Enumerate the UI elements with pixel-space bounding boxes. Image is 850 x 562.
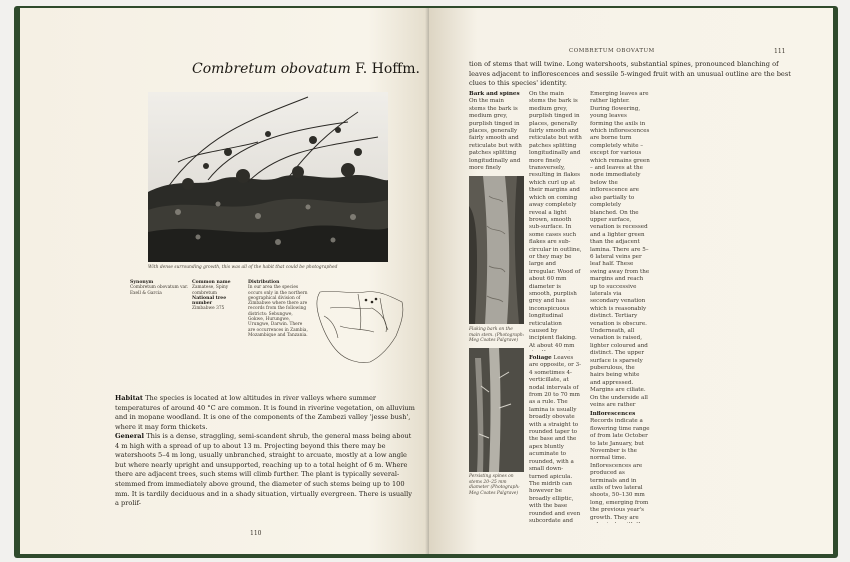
spines-photo: [469, 348, 524, 472]
common-name-text: Zamatese, Spiny combretum: [192, 285, 229, 296]
inflorescence-paragraph: [590, 411, 650, 523]
distribution-map: [310, 286, 408, 366]
habitat-paragraph: [115, 394, 415, 432]
leaf-details-paragraph: Emerging leaves are rather lighter. During flowering, young leaves forming the axils in which inflorescences are borne turn completely white – except for various which remains green – and leaves at the node immediately below the inflorescence are also partially to completely blanched. On the upper surface, venation is recessed and a lighter green than the adjacent lamina. There are 5–6 lateral veins per leaf half. These swing away from the margins and reach up to successive laterals via secondary venation which is reasonably distinct. Tertiary venation is obscure. Underneath, all venation is raised, lighter coloured and distinct. The upper surface is sparsely puberulous, the hairs being white and appressed. Margins are ciliate. On the underside all veins are rather: [590, 91, 650, 407]
general-paragraph: [115, 432, 415, 509]
spines-photo-image: [469, 348, 524, 472]
bark-photo: [469, 176, 524, 324]
national-tree-text: Zimbabwe 375: [192, 306, 225, 312]
distribution-map-image: [310, 286, 408, 366]
distribution-block: [248, 280, 308, 338]
distribution-text: In our area the species occurs only in the northern geographical division of Zimbabwe where there are records from the following districts: Sebungwe, Gokwe, Hurungwe, Urungwe, Darwin. There are occurrences in Zambia, Mozambique and Tanzania.: [248, 285, 308, 338]
bark-heading: Bark and spines: [469, 91, 520, 97]
species-title: [192, 61, 420, 77]
synonym-block: [130, 280, 190, 296]
common-name-heading: Common name: [192, 280, 231, 285]
spines-photo-caption: Persisting spines on stems 20–25 mm diameter (Photograph: Meg Coates Palgrave): [469, 474, 520, 496]
running-head: COMBRETUM OBOVATUM: [569, 48, 655, 54]
habit-photo-image: [148, 92, 388, 262]
habitat-heading: Habitat: [115, 394, 143, 402]
habit-photo: [148, 92, 388, 262]
general-text: This is a dense, straggling, semi-scandent shrub, the general mass being about 4 m high with a spread of up to about 13 m. Projecting beyond this there may be watershoots 5–4 m long, usually unbranched, straight to arcuate, mostly at a low angle but where nearly upright and unsupported, reaching up to a total height of 6 m. Where there are adjacent trees, such stems will climb further. The plant is typically several-stemmed from immediately above ground, the diameter of such stems being up to 100 mm. It is tardily deciduous and in a shady situation, virtually evergreen. There is usually a prolif-: [115, 432, 412, 508]
habit-photo-caption: With dense surrounding growth, this was all of the habit that could be photographed: [148, 265, 338, 270]
left-page-number: 110: [250, 530, 262, 537]
intro-paragraph: tion of stems that will twine. Long watershoots, substantial spines, pronounced blanching of leaves adjacent to inflorescences and sessile 5-winged fruit with an unusual outline are the best clues to this species' identity.: [469, 60, 791, 88]
open-book: [14, 6, 838, 558]
foliage-heading: Foliage: [529, 355, 552, 361]
bark-paragraph: [469, 91, 522, 171]
synonym-heading: Synonym: [130, 280, 154, 285]
bark-photo-image: [469, 176, 524, 324]
bark-text: On the main stems the bark is medium grey, purplish tinged in places, generally fairly smooth and reticulate but with patches splitting longitudinally and more finely: [469, 98, 522, 171]
bark-text-continued: On the main stems the bark is medium grey, purplish tinged in places, generally fairly smooth and reticulate but with patches splitting longitudinally and more finely transversely, resulting in flakes which curl up at their margins and which on coming away completely reveal a light brown, smooth sub-surface. In some cases such flakes are sub-circular in outline, or they may be large and irregular. Wood of about 60 mm diameter is smooth, purplish grey and has inconspicuous longitudinal reticulation caused by incipient flaking. At about 40 mm: [529, 91, 582, 349]
national-tree-heading: National tree number: [192, 295, 227, 307]
bark-photo-caption: Flaking bark on the main stem. (Photograph: Meg Coates Palgrave): [469, 327, 525, 344]
inflorescence-heading: Inflorescences: [590, 411, 636, 417]
common-name-block: [192, 280, 246, 312]
foliage-block: [529, 355, 582, 525]
species-author: F. Hoffm.: [355, 61, 420, 77]
inflorescence-text: Records indicate a flowering time range of from late October to late January, but November is the normal time. Inflorescences are produced as terminals and in axils of two lateral shoots, 50–130 mm long, emerging from the previous year's growth. They are: [590, 418, 650, 521]
bark-continued: [529, 91, 582, 351]
synonym-text: Combretum obovatum var. Exell & Garcia: [130, 285, 189, 296]
right-page: [429, 8, 833, 554]
habitat-text: The species is located at low altitudes in river valleys where summer temperatures of around 40 °C are common. It is found in riverine vegetation, on alluvium and in mopane woodland. It is one of the components of the Zambezi valley 'jesse bush', where it may form thickets.: [115, 394, 415, 431]
distribution-heading: Distribution: [248, 280, 280, 285]
right-page-number: 111: [774, 48, 786, 55]
left-page: [20, 8, 429, 554]
foliage-text: Leaves are opposite, or 3-4 sometimes 4-verticillate, at nodal intervals of from 20 to 70 mm as a rule. The lamina is usually broadly obovate with a straight to rounded taper to the base and the apex bluntly acuminate to rounded, with a small down-turned apicula. The midrib can however be broadly elliptic, with the base rounded and even subcordate and: [529, 355, 582, 524]
species-name: Combretum obovatum: [192, 61, 351, 77]
general-heading: General: [115, 432, 145, 440]
